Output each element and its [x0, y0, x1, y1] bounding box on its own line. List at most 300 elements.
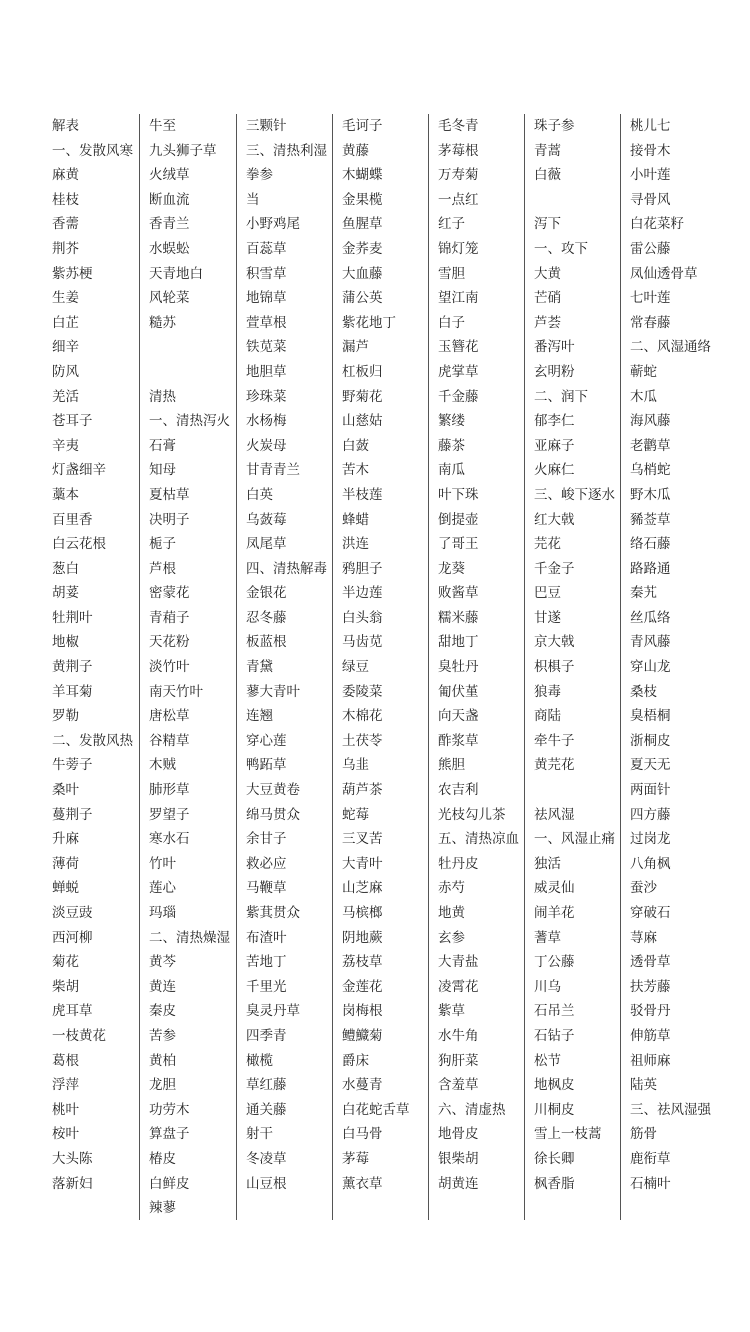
index-entry: 黄芫花: [534, 757, 575, 774]
index-column-2: [139, 114, 230, 1220]
index-entry: 糯米藤: [438, 609, 479, 626]
index-entry: [149, 360, 230, 385]
index-entry: [149, 335, 230, 360]
index-list: [534, 114, 615, 1196]
index-entry: 浮萍: [52, 1077, 79, 1094]
index-entry: 白头翁: [342, 609, 383, 626]
index-entry: 水蜈蚣: [149, 240, 190, 257]
index-entry: 草红藤: [246, 1077, 287, 1094]
index-entry: 菊花: [52, 954, 79, 971]
index-entry: 白花菜籽: [630, 216, 684, 233]
index-entry: 葛根: [52, 1052, 79, 1069]
index-entry: 阴地蕨: [342, 929, 383, 946]
index-entry: 黄柏: [149, 1052, 176, 1069]
index-entry: 一、风湿止痛: [534, 831, 615, 848]
index-entry: 乌梢蛇: [630, 462, 671, 479]
index-entry: 木蝴蝶: [342, 167, 383, 184]
index-column-5: [428, 114, 519, 1220]
index-entry: 白英: [246, 486, 273, 503]
index-entry: 薄荷: [52, 855, 79, 872]
index-entry: 牛蒡子: [52, 757, 93, 774]
index-entry: 山豆根: [246, 1175, 287, 1192]
index-entry: 商陆: [534, 708, 561, 725]
index-entry: 地胆草: [246, 363, 287, 380]
index-entry: 大头陈: [52, 1150, 93, 1167]
index-entry: 地锦草: [246, 290, 287, 307]
index-entry: 蜂蜡: [342, 511, 369, 528]
index-entry: 金荞麦: [342, 240, 383, 257]
index-entry: 四季青: [246, 1027, 287, 1044]
index-entry: 桑枝: [630, 683, 657, 700]
index-entry: 郁李仁: [534, 413, 575, 430]
index-entry: 浙桐皮: [630, 732, 671, 749]
index-entry: 谷精草: [149, 732, 190, 749]
index-entry: 雷公藤: [630, 240, 671, 257]
index-entry: 藤茶: [438, 437, 465, 454]
index-entry: 胡黄连: [438, 1175, 479, 1192]
index-entry: 红子: [438, 216, 465, 233]
index-entry: 亚麻子: [534, 437, 575, 454]
index-column-3: [236, 114, 327, 1220]
index-list: [342, 114, 410, 1196]
index-entry: 羊耳菊: [52, 683, 93, 700]
index-entry: 半枝莲: [342, 486, 383, 503]
index-entry: 茅莓: [342, 1150, 369, 1167]
index-entry: 甜地丁: [438, 634, 479, 651]
index-entry: 青风藤: [630, 634, 671, 651]
index-entry: 地枫皮: [534, 1077, 575, 1094]
index-entry: 山慈姑: [342, 413, 383, 430]
index-entry: 苍耳子: [52, 413, 93, 430]
index-entry: 洪连: [342, 536, 369, 553]
index-entry: 一点红: [438, 191, 479, 208]
index-entry: 桃叶: [52, 1101, 79, 1118]
index-entry: 伸筋草: [630, 1027, 671, 1044]
index-entry: 蒲公英: [342, 290, 383, 307]
index-entry: 茅莓根: [438, 142, 479, 159]
index-entry: 牛至: [149, 118, 176, 134]
index-entry: 穿心莲: [246, 732, 287, 749]
index-entry: 葱白: [52, 560, 79, 577]
index-entry: 紫萁贯众: [246, 905, 300, 921]
index-entry: 龙胆: [149, 1077, 176, 1094]
index-entry: 橄榄: [246, 1052, 273, 1069]
index-entry: 漏芦: [342, 339, 369, 356]
index-entry: 石楠叶: [630, 1175, 671, 1192]
index-entry: 望江南: [438, 290, 479, 307]
index-entry: 防风: [52, 363, 79, 380]
index-entry: 豨莶草: [630, 511, 671, 528]
index-entry: 风轮菜: [149, 290, 190, 307]
index-entry: 珍珠菜: [246, 388, 287, 405]
index-entry: 功劳木: [149, 1101, 190, 1118]
index-entry: 夏枯草: [149, 486, 190, 503]
index-entry: 薰衣草: [342, 1175, 383, 1192]
index-entry: 三、祛风湿强: [630, 1101, 711, 1118]
index-entry: 黄荆子: [52, 659, 93, 676]
index-entry: 火炭母: [246, 437, 287, 454]
index-entry: 凤仙透骨草: [630, 265, 698, 282]
index-list: [630, 114, 711, 1196]
index-entry: 玄明粉: [534, 363, 575, 380]
index-entry: 透骨草: [630, 954, 671, 971]
index-column-7: [620, 114, 711, 1220]
index-entry: 小野鸡尾: [246, 216, 300, 233]
index-list: [246, 114, 327, 1196]
index-entry: 甘遂: [534, 609, 561, 626]
index-entry: 天青地白: [149, 265, 203, 282]
index-list: [149, 114, 230, 1221]
index-entry: 柴胡: [52, 978, 79, 995]
index-entry: 板蓝根: [246, 634, 287, 651]
index-entry: 常春藤: [630, 314, 671, 331]
index-entry: 野木瓜: [630, 486, 671, 503]
index-entry: 七叶莲: [630, 290, 671, 307]
index-entry: 藁本: [52, 486, 79, 503]
index-entry: 黄芩: [149, 954, 176, 971]
index-entry: 驳骨丹: [630, 1003, 671, 1020]
index-entry: 枳椇子: [534, 659, 575, 676]
index-entry: 凤尾草: [246, 536, 287, 553]
index-entry: 南瓜: [438, 462, 465, 479]
index-entry: 光枝勾儿茶: [438, 806, 506, 823]
index-entry: 芒硝: [534, 290, 561, 307]
index-entry: 独活: [534, 855, 561, 872]
index-entry: 冬凌草: [246, 1150, 287, 1167]
index-entry: 海风藤: [630, 413, 671, 430]
index-entry: 委陵菜: [342, 683, 383, 700]
index-entry: 罗望子: [149, 806, 190, 823]
index-entry: 闹羊花: [534, 905, 575, 921]
index-entry: 荨麻: [630, 929, 657, 946]
index-entry: 秦艽: [630, 585, 657, 602]
index-entry: 火麻仁: [534, 462, 575, 479]
index-entry: 牵牛子: [534, 732, 575, 749]
index-entry: 地椒: [52, 634, 79, 651]
index-entry: 绿豆: [342, 659, 369, 676]
index-entry: 向天盏: [438, 708, 479, 725]
index-column-1: [52, 114, 133, 1220]
index-entry: 龙葵: [438, 560, 465, 577]
index-entry: 倒提壶: [438, 511, 479, 528]
index-entry: 五、清热凉血: [438, 831, 519, 848]
index-entry: 二、润下: [534, 388, 588, 405]
index-entry: 甘青青兰: [246, 462, 300, 479]
index-entry: 唐松草: [149, 708, 190, 725]
index-entry: 鹿衔草: [630, 1150, 671, 1167]
index-entry: 繁缕: [438, 413, 465, 430]
index-entry: 青葙子: [149, 609, 190, 626]
index-entry: 黄连: [149, 978, 176, 995]
index-entry: 木贼: [149, 757, 176, 774]
index-entry: 威灵仙: [534, 880, 575, 897]
index-entry: 决明子: [149, 511, 190, 528]
index-entry: 桂枝: [52, 191, 79, 208]
index-entry: 莲心: [149, 880, 176, 897]
index-entry: 鸭跖草: [246, 757, 287, 774]
index-entry: 白鲜皮: [149, 1175, 190, 1192]
index-entry: 祛风湿: [534, 806, 575, 823]
index-entry: 天花粉: [149, 634, 190, 651]
index-entry: 栀子: [149, 536, 176, 553]
index-entry: 淡豆豉: [52, 905, 93, 921]
index-entry: 半边莲: [342, 585, 383, 602]
index-entry: 大青盐: [438, 954, 479, 971]
index-entry: 农吉利: [438, 782, 479, 799]
index-entry: 解表: [52, 118, 79, 134]
index-entry: 千金藤: [438, 388, 479, 405]
index-entry: 芫花: [534, 536, 561, 553]
index-entry: 淡竹叶: [149, 659, 190, 676]
index-entry: 酢浆草: [438, 732, 479, 749]
index-entry: 京大戟: [534, 634, 575, 651]
index-entry: 四方藤: [630, 806, 671, 823]
index-entry: 肺形草: [149, 782, 190, 799]
index-entry: 灯盏细辛: [52, 462, 106, 479]
index-entry: 山芝麻: [342, 880, 383, 897]
index-entry: 雪上一枝蒿: [534, 1126, 602, 1143]
index-entry: 余甘子: [246, 831, 287, 848]
index-entry: 扶芳藤: [630, 978, 671, 995]
index-entry: 三、峻下逐水: [534, 486, 615, 503]
index-entry: 木瓜: [630, 388, 657, 405]
index-entry: 八角枫: [630, 855, 671, 872]
index-entry: 辣蓼: [149, 1200, 176, 1217]
index-entry: 通关藤: [246, 1101, 287, 1118]
index-entry: 鱼腥草: [342, 216, 383, 233]
index-entry: 松节: [534, 1052, 561, 1069]
index-entry: 络石藤: [630, 536, 671, 553]
index-entry: 密蒙花: [149, 585, 190, 602]
index-entry: 熊胆: [438, 757, 465, 774]
index-entry: 椿皮: [149, 1150, 176, 1167]
index-entry: 爵床: [342, 1052, 369, 1069]
index-entry: [534, 778, 615, 803]
index-entry: 夏天无: [630, 757, 671, 774]
index-entry: 叶下珠: [438, 486, 479, 503]
index-list: [52, 114, 133, 1196]
index-entry: 岗梅根: [342, 1003, 383, 1020]
index-entry: 路路通: [630, 560, 671, 577]
index-entry: 竹叶: [149, 855, 176, 872]
index-entry: 桑叶: [52, 782, 79, 799]
index-entry: 苦木: [342, 462, 369, 479]
index-entry: 石膏: [149, 437, 176, 454]
index-entry: 白子: [438, 314, 465, 331]
index-entry: 两面针: [630, 782, 671, 799]
index-entry: 蝉蜕: [52, 880, 79, 897]
index-entry: 苦地丁: [246, 954, 287, 971]
index-entry: 水牛角: [438, 1027, 479, 1044]
index-entry: 芦荟: [534, 314, 561, 331]
index-entry: 乌韭: [342, 757, 369, 774]
index-entry: 小叶莲: [630, 167, 671, 184]
index-entry: 白云花根: [52, 536, 106, 553]
index-entry: 铁苋菜: [246, 339, 287, 356]
index-entry: 蓍草: [534, 929, 561, 946]
index-entry: 祖师麻: [630, 1052, 671, 1069]
index-entry: 臭梧桐: [630, 708, 671, 725]
index-entry: 石吊兰: [534, 1003, 575, 1020]
index-entry: 百里香: [52, 511, 93, 528]
index-entry: 断血流: [149, 191, 190, 208]
index-entry: 鳢鱵菊: [342, 1027, 383, 1044]
index-entry: 黄藤: [342, 142, 369, 159]
index-entry: 苦参: [149, 1027, 176, 1044]
index-entry: 羌活: [52, 388, 79, 405]
index-entry: 玄参: [438, 929, 465, 946]
index-entry: 乌蔹莓: [246, 511, 287, 528]
index-entry: 野菊花: [342, 388, 383, 405]
index-entry: 地骨皮: [438, 1126, 479, 1143]
index-entry: 毛诃子: [342, 118, 383, 134]
index-entry: 凌霄花: [438, 978, 479, 995]
index-entry: 蚕沙: [630, 880, 657, 897]
index-entry: 一、攻下: [534, 240, 588, 257]
index-entry: 升麻: [52, 831, 79, 848]
index-entry: 了哥王: [438, 536, 479, 553]
index-entry: 救必应: [246, 855, 287, 872]
index-entry: 枫香脂: [534, 1175, 575, 1192]
index-entry: 三叉苦: [342, 831, 383, 848]
index-entry: 马槟榔: [342, 905, 383, 921]
index-entry: 忍冬藤: [246, 609, 287, 626]
index-entry: 清热: [149, 388, 176, 405]
index-entry: 接骨木: [630, 142, 671, 159]
index-entry: 蛇莓: [342, 806, 369, 823]
index-entry: 桃儿七: [630, 118, 671, 134]
index-entry: 罗勒: [52, 708, 79, 725]
index-entry: 土茯苓: [342, 732, 383, 749]
index-entry: 川桐皮: [534, 1101, 575, 1118]
index-entry: 穿山龙: [630, 659, 671, 676]
index-entry: 芦根: [149, 560, 176, 577]
index-entry: 算盘子: [149, 1126, 190, 1143]
index-entry: 番泻叶: [534, 339, 575, 356]
index-entry: 火绒草: [149, 167, 190, 184]
index-entry: 丁公藤: [534, 954, 575, 971]
index-entry: 含羞草: [438, 1077, 479, 1094]
index-entry: 白花蛇舌草: [342, 1101, 410, 1118]
index-entry: 金莲花: [342, 978, 383, 995]
index-entry: 西河柳: [52, 929, 93, 946]
index-entry: 川乌: [534, 978, 561, 995]
index-entry: 千里光: [246, 978, 287, 995]
index-entry: 知母: [149, 462, 176, 479]
index-entry: 一、清热泻火: [149, 413, 230, 430]
index-entry: 胡荽: [52, 585, 79, 602]
index-entry: 玛瑙: [149, 905, 176, 921]
index-entry: 石钻子: [534, 1027, 575, 1044]
index-entry: 三、清热利湿: [246, 142, 327, 159]
index-entry: 二、发散风热: [52, 732, 133, 749]
index-entry: 一、发散风寒: [52, 142, 133, 159]
index-entry: 桉叶: [52, 1126, 79, 1143]
index-entry: 金银花: [246, 585, 287, 602]
index-entry: 大青叶: [342, 855, 383, 872]
index-entry: 寻骨风: [630, 191, 671, 208]
index-entry: 布渣叶: [246, 929, 287, 946]
index-entry: 紫草: [438, 1003, 465, 1020]
index-entry: 葫芦茶: [342, 782, 383, 799]
index-entry: 大豆黄卷: [246, 782, 300, 799]
index-column-6: [524, 114, 615, 1220]
index-entry: 百蕊草: [246, 240, 287, 257]
index-entry: 四、清热解毒: [246, 560, 327, 577]
index-entry: 白蔹: [342, 437, 369, 454]
index-entry: 过岗龙: [630, 831, 671, 848]
index-entry: 珠子参: [534, 118, 575, 134]
index-entry: 蓼大青叶: [246, 683, 300, 700]
index-entry: 水蔓青: [342, 1077, 383, 1094]
index-list: [438, 114, 519, 1196]
index-entry: 匍伏堇: [438, 683, 479, 700]
index-entry: 紫苏梗: [52, 265, 93, 282]
index-entry: 万寿菊: [438, 167, 479, 184]
index-entry: 蕲蛇: [630, 363, 657, 380]
index-entry: 臭牡丹: [438, 659, 479, 676]
index-entry: 连翘: [246, 708, 273, 725]
index-entry: 丝瓜络: [630, 609, 671, 626]
index-entry: 紫花地丁: [342, 314, 396, 331]
index-entry: 鸦胆子: [342, 560, 383, 577]
index-entry: 落新妇: [52, 1175, 93, 1192]
index-entry: 糙苏: [149, 314, 176, 331]
index-entry: 徐长卿: [534, 1150, 575, 1167]
index-entry: 荔枝草: [342, 954, 383, 971]
index-entry: 辛夷: [52, 437, 79, 454]
index-entry: 香青兰: [149, 216, 190, 233]
index-entry: 老鹳草: [630, 437, 671, 454]
index-entry: 九头狮子草: [149, 142, 217, 159]
index-entry: 三颗针: [246, 118, 287, 134]
index-entry: 玉簪花: [438, 339, 479, 356]
index-entry: 狼毒: [534, 683, 561, 700]
index-column-4: [332, 114, 410, 1220]
index-entry: 绵马贯众: [246, 806, 300, 823]
index-entry: 狗肝菜: [438, 1052, 479, 1069]
index-entry: 马齿苋: [342, 634, 383, 651]
index-entry: 寒水石: [149, 831, 190, 848]
index-entry: 水杨梅: [246, 413, 287, 430]
index-entry: 萱草根: [246, 314, 287, 331]
index-entry: 射干: [246, 1126, 273, 1143]
index-entry: 马鞭草: [246, 880, 287, 897]
index-entry: 大黄: [534, 265, 561, 282]
index-entry: 牡丹皮: [438, 855, 479, 872]
index-entry: 泻下: [534, 216, 561, 233]
index-entry: 败酱草: [438, 585, 479, 602]
index-entry: 虎耳草: [52, 1003, 93, 1020]
index-entry: 牡荆叶: [52, 609, 93, 626]
index-entry: 木棉花: [342, 708, 383, 725]
index-entry: 积雪草: [246, 265, 287, 282]
index-entry: 赤芍: [438, 880, 465, 897]
index-entry: 雪胆: [438, 265, 465, 282]
index-entry: 二、风湿通络: [630, 339, 711, 356]
index-entry: 一枝黄花: [52, 1027, 106, 1044]
index-entry: 蔓荆子: [52, 806, 93, 823]
index-entry: 白薇: [534, 167, 561, 184]
index-entry: 金果榄: [342, 191, 383, 208]
index-entry: 红大戟: [534, 511, 575, 528]
index-entry: 生姜: [52, 290, 79, 307]
index-entry: 六、清虚热: [438, 1101, 506, 1118]
index-entry: 南天竹叶: [149, 683, 203, 700]
index-entry: 巴豆: [534, 585, 561, 602]
index-entry: 千金子: [534, 560, 575, 577]
index-entry: 拳参: [246, 167, 273, 184]
